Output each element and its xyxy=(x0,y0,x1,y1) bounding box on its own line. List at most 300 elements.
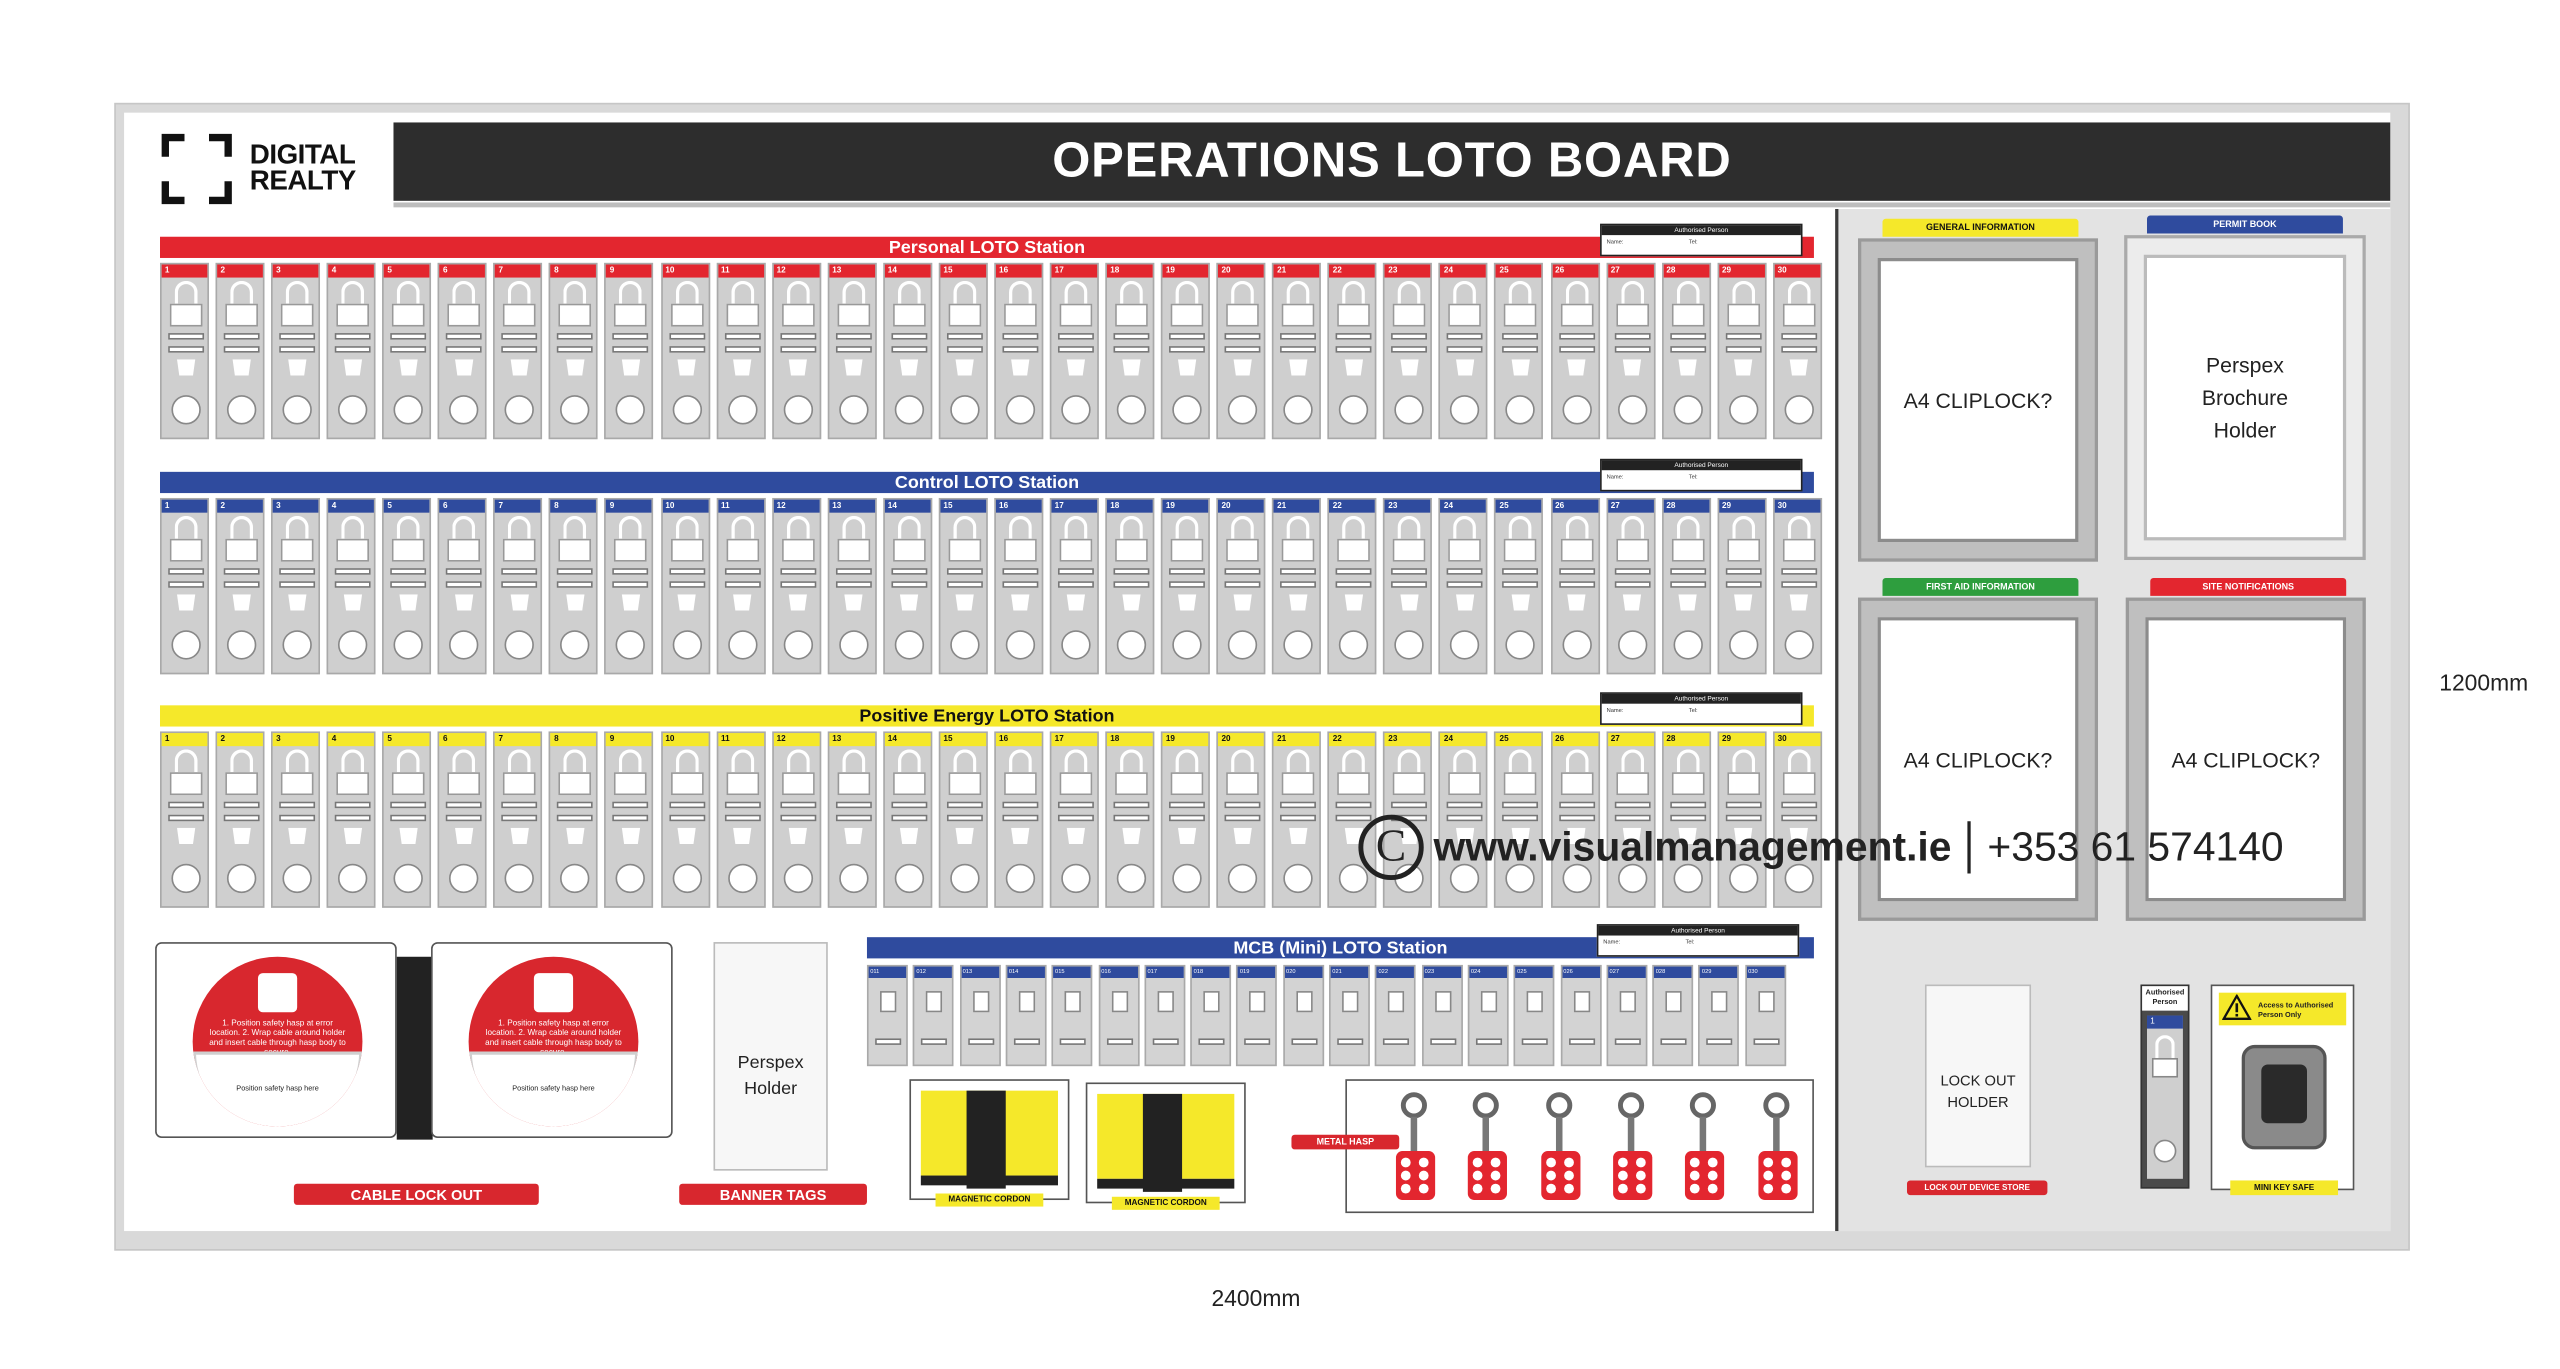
mcb-slot-number: 011 xyxy=(869,967,907,978)
tag-disc xyxy=(505,395,534,424)
mcb-lock-icon xyxy=(1157,991,1173,1012)
lockout-holder: LOCK OUT HOLDER xyxy=(1925,985,2031,1168)
hasp-hole xyxy=(1491,1171,1501,1181)
tag-holder xyxy=(620,828,643,844)
authorised-slot-heading: Authorised Person xyxy=(2142,986,2188,1010)
tag-line xyxy=(947,568,983,575)
tag-holder xyxy=(1342,359,1365,375)
hasp-hole xyxy=(1473,1158,1483,1168)
cordon-base xyxy=(921,1176,1058,1186)
name-label: Name: xyxy=(1606,706,1624,714)
hasp-hole xyxy=(1618,1184,1628,1194)
padlock-icon xyxy=(842,281,865,304)
padlock-icon xyxy=(1342,749,1365,772)
padlock-icon xyxy=(1009,281,1032,304)
tag-line xyxy=(1725,802,1761,809)
padlock-icon xyxy=(1287,516,1310,539)
slot-number: 11 xyxy=(718,733,764,746)
watermark-separator xyxy=(1968,821,1971,873)
slot-number: 3 xyxy=(273,264,319,277)
hasp-hole xyxy=(1618,1171,1628,1181)
tag-disc xyxy=(728,630,757,659)
loto-slot xyxy=(827,263,876,439)
tag-disc xyxy=(283,630,312,659)
mcb-slot-number: 022 xyxy=(1377,967,1415,978)
tag-line xyxy=(1447,346,1483,353)
tag-line xyxy=(1058,581,1094,588)
tag-line xyxy=(669,333,705,340)
hasp-stem xyxy=(1772,1117,1779,1153)
hasp-hole xyxy=(1419,1158,1429,1168)
tag-line xyxy=(724,815,760,822)
tag-line xyxy=(891,815,927,822)
slot-number: 20 xyxy=(1218,500,1264,513)
tag-line xyxy=(669,568,705,575)
tag-holder xyxy=(397,359,420,375)
tag-line xyxy=(669,802,705,809)
tag-line xyxy=(557,346,593,353)
mcb-lock-icon xyxy=(880,991,896,1012)
padlock-icon xyxy=(1398,516,1421,539)
tag-disc xyxy=(1673,395,1702,424)
padlock-icon xyxy=(1009,516,1032,539)
loto-slot xyxy=(1550,263,1599,439)
authorised-person-heading: Authorised Person xyxy=(1602,694,1801,704)
info-panel-tab: FIRST AID INFORMATION xyxy=(1883,578,2079,596)
logo-text-line1: DIGITAL xyxy=(249,138,356,170)
padlock-icon xyxy=(1621,749,1644,772)
hasp-stem xyxy=(1700,1117,1707,1153)
padlock-body xyxy=(670,304,703,327)
warning-icon xyxy=(2222,994,2251,1020)
tag-line xyxy=(947,346,983,353)
tag-line xyxy=(613,568,649,575)
tag-disc xyxy=(227,864,256,893)
tag-disc xyxy=(1673,630,1702,659)
tag-holder xyxy=(953,828,976,844)
loto-slot xyxy=(1439,498,1488,674)
tag-line xyxy=(1245,1038,1271,1045)
tag-line xyxy=(724,581,760,588)
mcb-slot xyxy=(1052,965,1093,1066)
metal-hasp-icon xyxy=(1685,1092,1721,1206)
authorised-person-heading: Authorised Person xyxy=(1602,225,1801,235)
cable-lockout-disc xyxy=(193,957,363,1127)
padlock-icon xyxy=(453,281,476,304)
padlock-body xyxy=(1782,772,1815,795)
mcb-slot xyxy=(1190,965,1231,1066)
mcb-slot-number: 017 xyxy=(1146,967,1184,978)
loto-slot xyxy=(494,498,543,674)
authorised-person-fields xyxy=(1602,704,1801,717)
panel-divider xyxy=(1835,209,1838,1231)
padlock-icon xyxy=(508,516,531,539)
tag-line xyxy=(1058,333,1094,340)
padlock-icon xyxy=(258,973,297,1012)
tag-disc xyxy=(1784,630,1813,659)
slot-number: 4 xyxy=(328,733,374,746)
tag-line xyxy=(1670,581,1706,588)
padlock-body xyxy=(337,539,370,562)
tag-line xyxy=(669,815,705,822)
tag-holder xyxy=(1064,828,1087,844)
tag-disc xyxy=(1172,630,1201,659)
slot-number: 23 xyxy=(1385,733,1431,746)
slot-number: 12 xyxy=(773,733,819,746)
tag-disc xyxy=(505,864,534,893)
hasp-ring xyxy=(1618,1092,1644,1118)
tag-disc xyxy=(561,864,590,893)
tag-line xyxy=(1503,333,1539,340)
tag-disc xyxy=(394,864,423,893)
padlock-icon xyxy=(1732,516,1755,539)
loto-slot xyxy=(1717,263,1766,439)
tag-line xyxy=(1614,1038,1640,1045)
tag-holder xyxy=(1176,828,1199,844)
padlock-icon xyxy=(286,516,309,539)
padlock-icon xyxy=(1342,516,1365,539)
tag-line xyxy=(1430,1038,1456,1045)
tag-line xyxy=(1614,333,1650,340)
loto-slot xyxy=(1328,498,1377,674)
tag-disc xyxy=(1228,630,1257,659)
tag-line xyxy=(724,346,760,353)
padlock-icon xyxy=(1621,516,1644,539)
padlock-body xyxy=(726,304,759,327)
tag-line xyxy=(1169,346,1205,353)
tag-holder xyxy=(898,828,921,844)
padlock-icon xyxy=(508,749,531,772)
hasp-ring xyxy=(1762,1092,1788,1118)
tag-holder xyxy=(1565,594,1588,610)
tag-disc xyxy=(672,395,701,424)
tag-line xyxy=(1392,568,1428,575)
hasp-hole xyxy=(1491,1184,1501,1194)
tag-disc xyxy=(1395,630,1424,659)
tag-disc xyxy=(783,395,812,424)
padlock-icon xyxy=(1287,749,1310,772)
slot-number: 19 xyxy=(1163,733,1209,746)
loto-slot xyxy=(883,263,932,439)
loto-slot xyxy=(1272,263,1321,439)
tag-holder xyxy=(731,359,754,375)
slot-number: 30 xyxy=(1774,264,1820,277)
tag-disc xyxy=(1228,395,1257,424)
hasp-plate xyxy=(1613,1151,1652,1200)
tag-holder xyxy=(1231,828,1254,844)
tag-disc xyxy=(1172,395,1201,424)
slot-number: 5 xyxy=(384,500,430,513)
tag-line xyxy=(502,802,538,809)
mcb-lock-icon xyxy=(1342,991,1358,1012)
authorised-slot-number: 1 xyxy=(2147,1016,2183,1029)
tag-line xyxy=(391,802,427,809)
tag-holder xyxy=(230,359,253,375)
mcb-lock-icon xyxy=(1758,991,1774,1012)
tag-line xyxy=(780,802,816,809)
loto-slot xyxy=(160,731,209,907)
padlock-icon xyxy=(286,281,309,304)
padlock-body xyxy=(1393,304,1426,327)
tag-line xyxy=(1280,568,1316,575)
tag-disc xyxy=(561,395,590,424)
padlock-body xyxy=(782,539,815,562)
tag-line xyxy=(168,333,204,340)
padlock-icon xyxy=(620,516,643,539)
cordon-base xyxy=(1097,1179,1234,1189)
hasp-hole xyxy=(1473,1171,1483,1181)
tag-line xyxy=(724,802,760,809)
tag-holder xyxy=(508,594,531,610)
mcb-slot-number: 012 xyxy=(915,967,953,978)
tag-disc xyxy=(672,864,701,893)
padlock-body xyxy=(1449,772,1482,795)
tag-holder xyxy=(230,594,253,610)
slot-number: 18 xyxy=(1107,264,1153,277)
padlock-icon xyxy=(1231,749,1254,772)
tag-holder xyxy=(842,828,865,844)
tag-line xyxy=(1558,333,1594,340)
tag-line xyxy=(1225,581,1261,588)
tag-line xyxy=(168,346,204,353)
tag-line xyxy=(557,802,593,809)
tag-holder xyxy=(1120,359,1143,375)
hasp-hole xyxy=(1563,1158,1573,1168)
tag-line xyxy=(279,581,315,588)
hasp-hole xyxy=(1690,1171,1700,1181)
tag-line xyxy=(279,802,315,809)
mcb-lock-icon xyxy=(1111,991,1127,1012)
tag-disc xyxy=(783,864,812,893)
tag-line xyxy=(947,815,983,822)
key-safe-panel xyxy=(2211,985,2355,1191)
slot-number: 17 xyxy=(1051,264,1097,277)
loto-slot xyxy=(1495,263,1544,439)
tag-line xyxy=(891,346,927,353)
tag-line xyxy=(724,568,760,575)
padlock-icon xyxy=(1120,516,1143,539)
loto-slot xyxy=(271,731,320,907)
padlock-body xyxy=(392,539,425,562)
padlock-body xyxy=(670,772,703,795)
tag-holder xyxy=(898,359,921,375)
slot-number: 7 xyxy=(495,500,541,513)
hasp-ring xyxy=(1690,1092,1716,1118)
hasp-ring xyxy=(1546,1092,1572,1118)
title-bar xyxy=(393,122,2390,200)
tag-line xyxy=(446,346,482,353)
padlock-body xyxy=(1282,772,1315,795)
tag-holder xyxy=(1454,594,1477,610)
tag-holder xyxy=(1676,594,1699,610)
loto-slot xyxy=(216,498,265,674)
padlock-icon xyxy=(1509,281,1532,304)
tag-disc xyxy=(616,395,645,424)
padlock-body xyxy=(559,539,592,562)
tag-holder xyxy=(1732,359,1755,375)
padlock-icon xyxy=(1509,749,1532,772)
magnetic-cordon-1 xyxy=(909,1079,1069,1200)
slot-number: 5 xyxy=(384,733,430,746)
tag-holder xyxy=(564,359,587,375)
authorised-person-box xyxy=(1597,924,1799,957)
tag-line xyxy=(1114,581,1150,588)
tag-disc xyxy=(839,864,868,893)
mcb-slot-number: 026 xyxy=(1562,967,1600,978)
tag-line xyxy=(1002,568,1038,575)
tag-line xyxy=(1661,1038,1687,1045)
padlock-body xyxy=(1782,539,1815,562)
padlock-icon xyxy=(1120,749,1143,772)
mcb-slot-number: 027 xyxy=(1608,967,1646,978)
padlock-body xyxy=(225,772,258,795)
hasp-stem xyxy=(1483,1117,1490,1153)
padlock-body xyxy=(1060,772,1093,795)
banner-tags-holder: Perspex Holder xyxy=(713,942,827,1171)
tag-line xyxy=(1558,802,1594,809)
padlock-body xyxy=(1560,304,1593,327)
mcb-lock-icon xyxy=(1388,991,1404,1012)
mcb-lock-icon xyxy=(1065,991,1081,1012)
authorised-person-fields xyxy=(1598,936,1797,949)
padlock-body xyxy=(1060,304,1093,327)
hasp-hole xyxy=(1401,1184,1411,1194)
loto-slot xyxy=(382,731,431,907)
tag-holder xyxy=(786,594,809,610)
tag-line xyxy=(1280,802,1316,809)
loto-slot xyxy=(160,263,209,439)
padlock-icon xyxy=(1565,516,1588,539)
padlock-body xyxy=(782,772,815,795)
padlock-body xyxy=(170,539,203,562)
padlock-icon xyxy=(508,281,531,304)
tag-holder xyxy=(564,828,587,844)
padlock-icon xyxy=(1176,516,1199,539)
slot-number: 25 xyxy=(1496,264,1542,277)
tel-label: Tel: xyxy=(1688,706,1698,714)
padlock-icon xyxy=(1732,281,1755,304)
tag-line xyxy=(446,333,482,340)
authorised-person-box xyxy=(1600,224,1802,257)
mcb-slot xyxy=(1514,965,1555,1066)
tag-holder xyxy=(1287,359,1310,375)
padlock-body xyxy=(1282,304,1315,327)
tag-holder xyxy=(1176,594,1199,610)
tag-line xyxy=(391,346,427,353)
tag-holder xyxy=(453,828,476,844)
mcb-slot xyxy=(1699,965,1740,1066)
tag-holder xyxy=(1287,594,1310,610)
tag-holder xyxy=(1064,359,1087,375)
tag-line xyxy=(335,568,371,575)
loto-slot xyxy=(1495,498,1544,674)
loto-slot xyxy=(1161,498,1210,674)
slot-number: 4 xyxy=(328,264,374,277)
tag-line xyxy=(780,333,816,340)
tag-holder xyxy=(1676,359,1699,375)
tag-disc xyxy=(2154,1140,2177,1163)
mcb-slot xyxy=(1606,965,1647,1066)
mcb-lock-icon xyxy=(1481,991,1497,1012)
padlock-body xyxy=(726,772,759,795)
slot-number: 24 xyxy=(1441,500,1487,513)
slot-number: 2 xyxy=(217,733,263,746)
padlock-body xyxy=(337,772,370,795)
metal-hasp-icon xyxy=(1541,1092,1577,1206)
padlock-body xyxy=(1504,304,1537,327)
padlock-body xyxy=(1727,304,1760,327)
loto-slot xyxy=(271,263,320,439)
padlock-body xyxy=(837,539,870,562)
mcb-slot-number: 023 xyxy=(1423,967,1461,978)
tag-holder xyxy=(786,359,809,375)
tag-line xyxy=(1558,581,1594,588)
tag-line xyxy=(224,815,260,822)
hasp-hole xyxy=(1780,1171,1790,1181)
padlock-body xyxy=(782,304,815,327)
loto-slot xyxy=(939,498,988,674)
tag-line xyxy=(1114,815,1150,822)
padlock-body xyxy=(1171,539,1204,562)
tag-holder xyxy=(1287,828,1310,844)
loto-slot xyxy=(160,498,209,674)
station-title: Positive Energy LOTO Station xyxy=(859,706,1115,726)
tag-line xyxy=(613,815,649,822)
padlock-icon xyxy=(1787,516,1810,539)
slot-number: 23 xyxy=(1385,500,1431,513)
metal-hasp-icon xyxy=(1758,1092,1794,1206)
loto-slot xyxy=(716,731,765,907)
tag-holder xyxy=(620,594,643,610)
tag-line xyxy=(1002,333,1038,340)
tag-holder xyxy=(1509,594,1532,610)
padlock-body xyxy=(893,772,926,795)
tag-holder xyxy=(1120,594,1143,610)
tag-line xyxy=(835,815,871,822)
mcb-slot-number: 021 xyxy=(1331,967,1369,978)
mcb-slot-number: 013 xyxy=(961,967,999,978)
slot-number: 11 xyxy=(718,500,764,513)
lockout-device-store-label: LOCK OUT DEVICE STORE xyxy=(1907,1180,2047,1195)
hasp-plate xyxy=(1685,1151,1724,1200)
padlock-icon xyxy=(675,749,698,772)
padlock-body xyxy=(448,772,481,795)
mcb-lock-icon xyxy=(1619,991,1635,1012)
hasp-hole xyxy=(1401,1158,1411,1168)
tag-line xyxy=(1558,568,1594,575)
loto-slot xyxy=(382,498,431,674)
tag-disc xyxy=(1006,864,1035,893)
loto-slot xyxy=(1050,498,1099,674)
tag-holder xyxy=(342,359,365,375)
slot-number: 13 xyxy=(829,733,875,746)
tag-line xyxy=(891,568,927,575)
hasp-hole xyxy=(1419,1171,1429,1181)
padlock-icon xyxy=(564,516,587,539)
padlock-body xyxy=(1226,539,1259,562)
tag-line xyxy=(557,815,593,822)
tag-line xyxy=(1336,333,1372,340)
hasp-hole xyxy=(1546,1158,1556,1168)
loto-slot xyxy=(772,263,821,439)
tag-line xyxy=(1725,333,1761,340)
tag-line xyxy=(1725,568,1761,575)
padlock-icon xyxy=(786,516,809,539)
tag-line xyxy=(1058,815,1094,822)
tag-line xyxy=(1280,581,1316,588)
mcb-slot-number: 018 xyxy=(1192,967,1230,978)
hasp-hole xyxy=(1762,1158,1772,1168)
